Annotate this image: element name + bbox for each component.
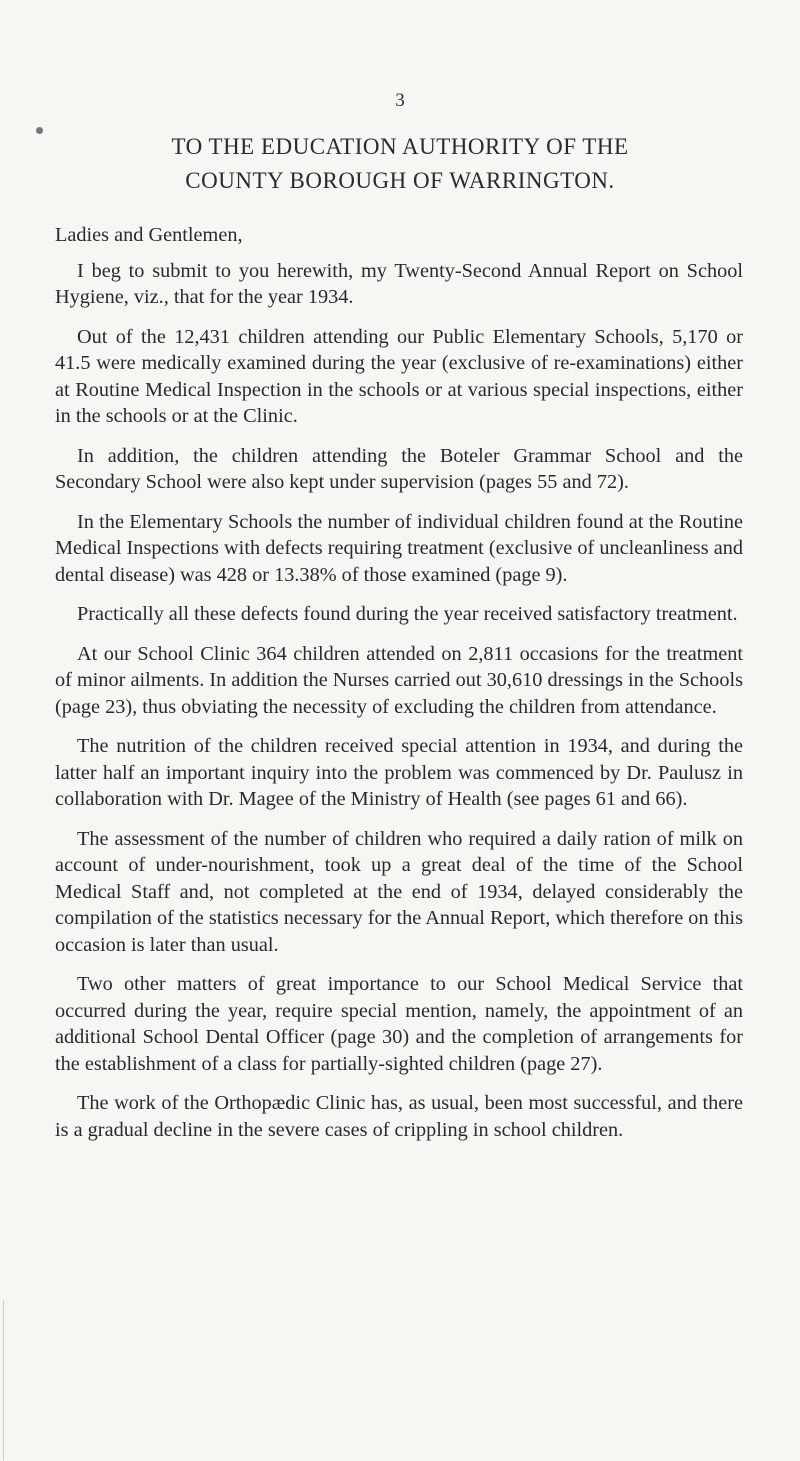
paragraph-8: The assessment of the number of children who required a daily ration of milk on account of under-nourishment, took up a great deal of the time of the School Medical Staff and, not completed at the end of 1934, delayed considerably the compilation of the statistics necessary for the Annual Report, which therefore on this occasion is later than usual. bbox=[55, 827, 743, 956]
paragraph-7: The nutrition of the children received special attention in 1934, and during the latter half an important inquiry into the problem was commenced by Dr. Paulusz in collaboration with Dr. Magee of the Ministry of Health (see pages 61 and 66). bbox=[55, 735, 743, 810]
paragraph-5: Practically all these defects found during the year received satisfactory treatment. bbox=[77, 603, 738, 625]
letter-body bbox=[55, 222, 743, 1156]
paragraph-6: At our School Clinic 364 children attended on 2,811 occasions for the treatment of minor ailments. In addition the Nurses carried out 30,610 dressings in the Schools (page 23), thus obviating the necessity of excluding the children from attendance. bbox=[55, 642, 743, 718]
paragraph-1: I beg to submit to you herewith, my Twenty-Second Annual Report on School Hygiene, viz., that for the year 1934. bbox=[55, 259, 743, 308]
salutation: Ladies and Gentlemen, bbox=[55, 224, 243, 246]
paragraph-3: In addition, the children attending the Boteler Grammar School and the Secondary School were also kept under supervision (pages 55 and 72). bbox=[55, 444, 743, 493]
page-number: 3 bbox=[395, 90, 405, 111]
paragraph-10: The work of the Orthopædic Clinic has, as usual, been most successful, and there is a gradual decline in the severe cases of crippling in school children. bbox=[55, 1092, 743, 1141]
heading-line-2: COUNTY BOROUGH OF WARRINGTON. bbox=[185, 168, 615, 193]
paragraph-9: Two other matters of great importance to our School Medical Service that occurred during the year, require special mention, namely, the appointment of an additional School Dental Officer (page 30) and the completion of arrangements for the establishment of a class for partially-sighted children (page 27). bbox=[55, 973, 743, 1075]
margin-dot bbox=[36, 127, 43, 134]
paragraph-2: Out of the 12,431 children attending our Public Elementary Schools, 5,170 or 41.5 were medically examined during the year (exclusive of re-examinations) either at Routine Medical Inspection in the schools or at various special inspections, either in the schools or at the Clinic. bbox=[55, 325, 743, 427]
paragraph-4: In the Elementary Schools the number of individual children found at the Routine Medical Inspections with defects requiring treatment (exclusive of uncleanliness and dental disease) was 428 or 13.38% of those examined (page 9). bbox=[55, 510, 743, 586]
heading-line-1: TO THE EDUCATION AUTHORITY OF THE bbox=[171, 134, 629, 159]
page-edge-line bbox=[3, 1300, 4, 1460]
letter-heading bbox=[55, 130, 745, 198]
